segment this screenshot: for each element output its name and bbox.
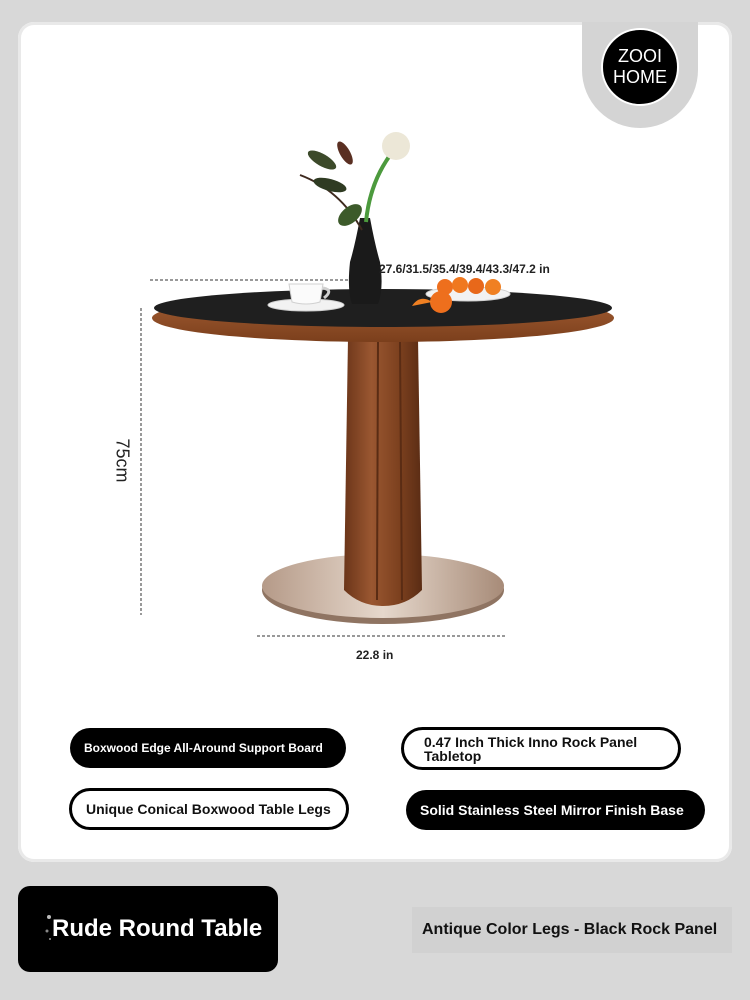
flower-stem — [366, 150, 394, 222]
feature-badge-edge: Boxwood Edge All-Around Support Board — [70, 728, 346, 768]
leg-groove — [377, 342, 378, 600]
flower-bloom — [382, 132, 410, 160]
conical-leg — [344, 338, 422, 606]
brand-line-2: HOME — [613, 67, 667, 87]
leaf — [334, 139, 356, 167]
product-variant — [412, 907, 732, 953]
base-width-label: 22.8 in — [356, 648, 394, 662]
product-variant-label: Antique Color Legs - Black Rock Panel — [422, 921, 718, 938]
brand-line-1: ZOOI — [618, 46, 662, 66]
sparkle-decoration — [44, 913, 58, 943]
diameter-label: 27.6/31.5/35.4/39.4/43.3/47.2 in — [379, 262, 550, 276]
coffee-cup — [289, 284, 323, 304]
orange — [485, 279, 501, 295]
leaf — [305, 147, 339, 173]
feature-badge-tabletop: 0.47 Inch Thick Inno Rock Panel Tabletop — [401, 727, 681, 770]
rock-panel-top — [154, 289, 612, 327]
orange — [452, 277, 468, 293]
feature-badge-legs: Unique Conical Boxwood Table Legs — [69, 788, 349, 830]
orange-on-table — [430, 291, 452, 313]
product-title: Rude Round Table — [52, 915, 263, 942]
height-label: 75cm — [112, 438, 133, 483]
vase — [349, 218, 382, 304]
orange — [468, 278, 484, 294]
feature-badge-base: Solid Stainless Steel Mirror Finish Base — [406, 790, 705, 830]
